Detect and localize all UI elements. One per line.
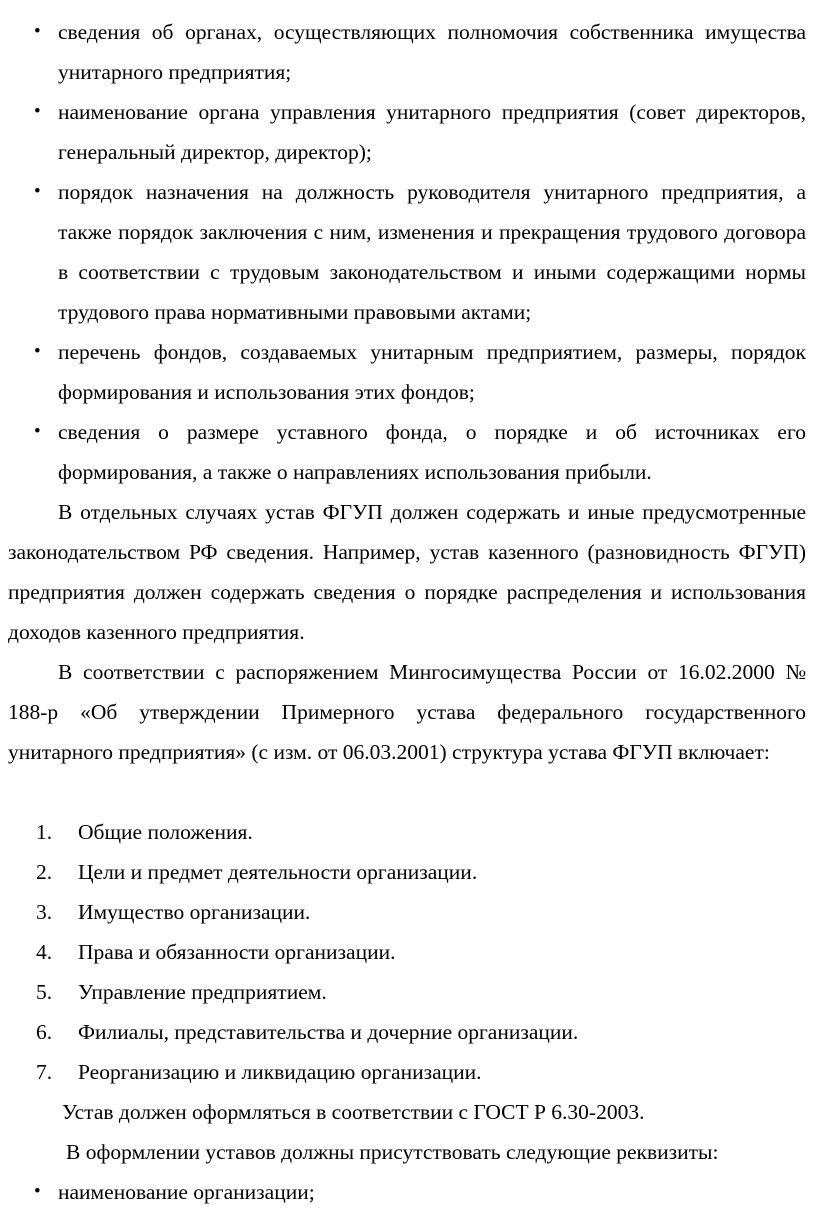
numbered-item (36, 812, 796, 852)
item-number: 7. (36, 1060, 53, 1084)
bullet-icon: • (34, 21, 41, 42)
numbered-item (36, 892, 796, 932)
list-item (34, 172, 806, 332)
numbered-item (36, 932, 796, 972)
bullet-icon: • (34, 181, 41, 202)
requisites-line: В оформлении уставов должны присутствовать следующие реквизиты: (66, 1140, 719, 1164)
item-text: Цели и предмет деятельности организации. (78, 860, 478, 884)
item-text: Управление предприятием. (78, 980, 327, 1004)
item-number: 3. (36, 900, 53, 924)
list-item-text: наименование органа управления унитарного предприятия (совет директоров, генеральный директор, директор); (58, 100, 806, 164)
list-item (34, 1172, 806, 1212)
item-number: 5. (36, 980, 53, 1004)
list-item-text: наименование организации; (58, 1180, 315, 1204)
numbered-item (36, 972, 796, 1012)
item-number: 2. (36, 860, 53, 884)
gost-line: Устав должен оформляться в соответствии с ГОСТ Р 6.30-2003. (62, 1100, 645, 1124)
item-text: Права и обязанности организации. (78, 940, 396, 964)
paragraph: В отдельных случаях устав ФГУП должен содержать и иные предусмотренные законодательством РФ сведения. Например, устав казенного (разновидность ФГУП) предприятия должен содержать сведения о порядке распределения и использования доходов казенного предприятия. (8, 500, 806, 644)
item-number: 4. (36, 940, 53, 964)
bullet-icon: • (34, 341, 41, 362)
list-item (34, 412, 806, 492)
bullet-icon: • (34, 421, 41, 442)
list-item-text: сведения о размере уставного фонда, о порядке и об источниках его формирования, а также о направлениях использования прибыли. (58, 420, 806, 484)
item-number: 6. (36, 1020, 53, 1044)
bullet-icon: • (34, 1181, 41, 1202)
item-text: Имущество организации. (78, 900, 311, 924)
paragraph: В соответствии с распоряжением Мингосимущества России от 16.02.2000 № 188-р «Об утверждении Примерного устава федерального государственного унитарного предприятия» (с изм. от 06.03.2001) структура устава ФГУП включает: (8, 660, 806, 764)
numbered-item (36, 1012, 796, 1052)
item-text: Общие положения. (78, 820, 253, 844)
numbered-item (36, 852, 796, 892)
list-item-text: порядок назначения на должность руководителя унитарного предприятия, а также порядок заключения с ним, изменения и прекращения трудового договора в соответствии с трудовым законодательством и иными содержащими нормы трудового права нормативными правовыми актами; (58, 180, 806, 324)
item-number: 1. (36, 820, 53, 844)
list-item-text: перечень фондов, создаваемых унитарным предприятием, размеры, порядок формирования и использования этих фондов; (58, 340, 806, 404)
item-text: Реорганизацию и ликвидацию организации. (78, 1060, 482, 1084)
list-item (34, 92, 806, 172)
item-text: Филиалы, представительства и дочерние организации. (78, 1020, 579, 1044)
list-item-text: сведения об органах, осуществляющих полномочия собственника имущества унитарного предприятия; (58, 20, 806, 84)
list-item (34, 12, 806, 92)
list-item (34, 332, 806, 412)
numbered-item (36, 1052, 796, 1092)
bullet-icon: • (34, 101, 41, 122)
